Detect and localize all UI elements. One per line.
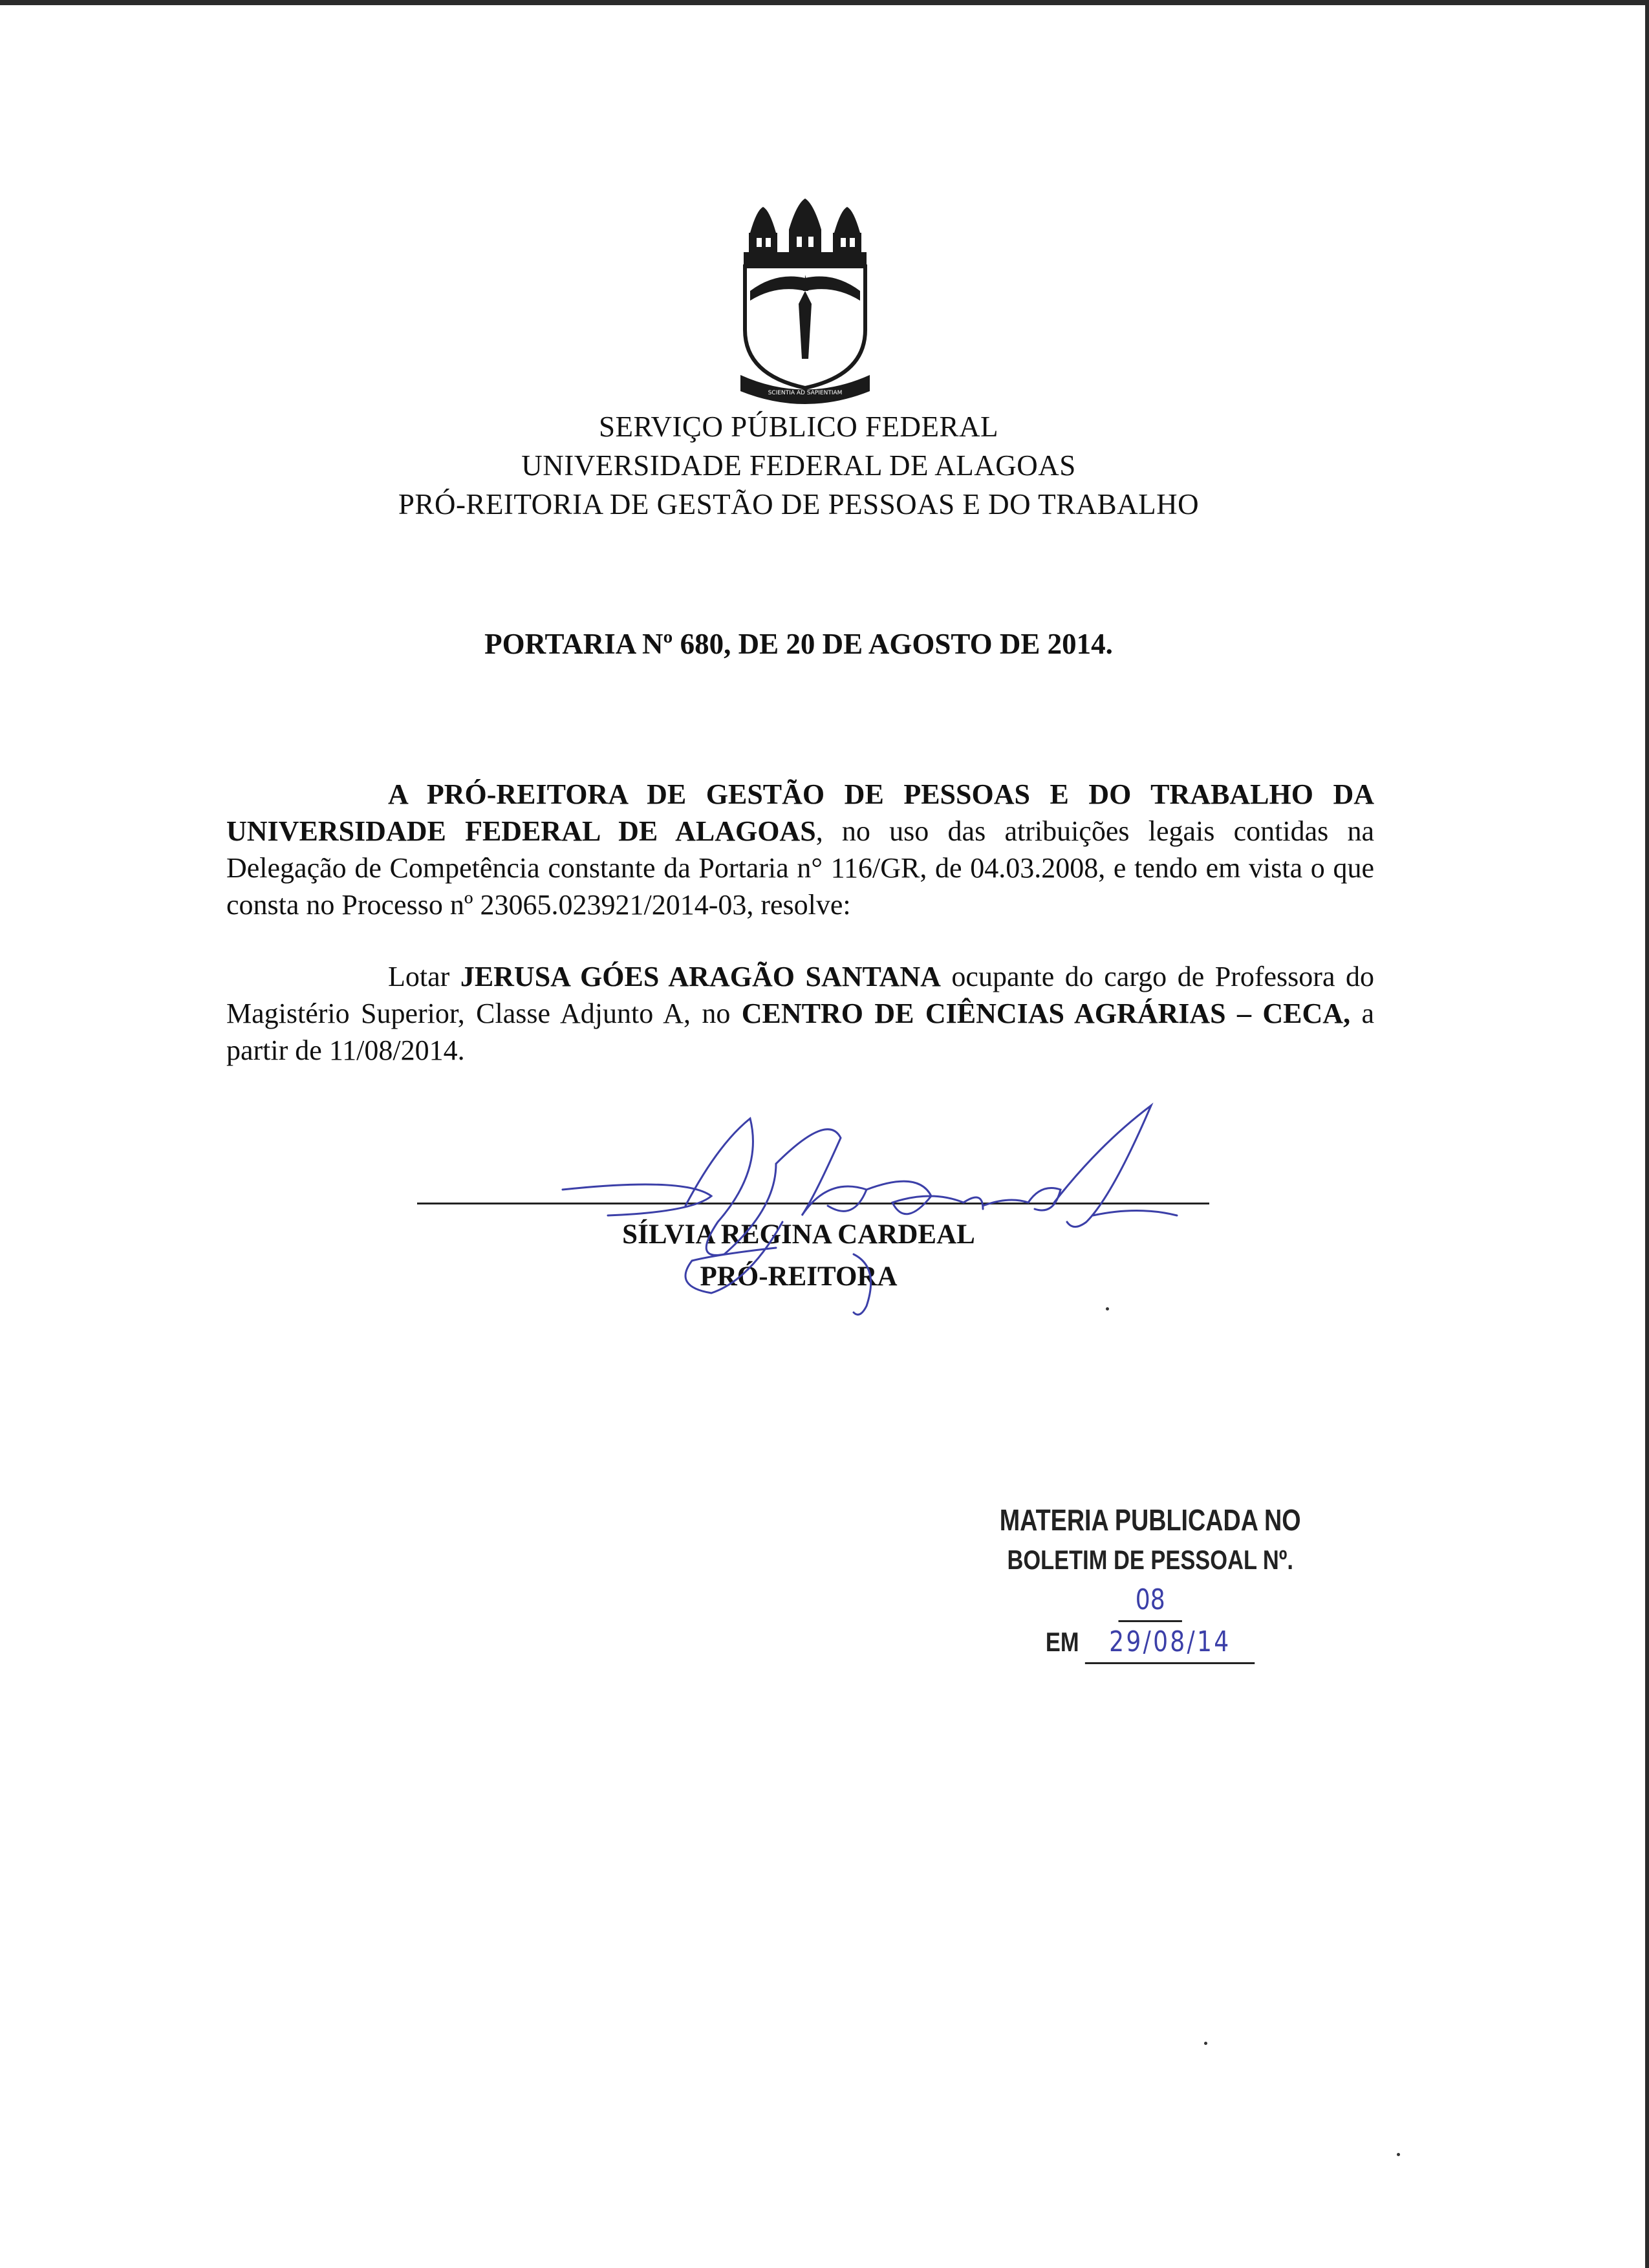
- scan-border-right: [1645, 0, 1649, 2268]
- publication-stamp: [999, 1500, 1301, 1664]
- scan-speck: [1106, 1307, 1109, 1311]
- stamp-bulletin-number: 08: [1119, 1580, 1182, 1622]
- stamp-line-3: [999, 1622, 1301, 1664]
- scan-border-top: [0, 0, 1649, 5]
- stamp-bulletin-label: BOLETIM DE PESSOAL Nº.: [1007, 1545, 1293, 1575]
- signer-role: PRÓ-REITORA: [700, 1261, 898, 1292]
- stamp-line-1: MATERIA PUBLICADA NO: [999, 1503, 1301, 1537]
- preamble-text: , no uso das atribuições legais contidas na Delegação de Competência constante da Portaria n° 116/GR, de 04.03.2008, e tendo em vista o que consta no Processo nº 23065.023921/2014-03, resolve:: [226, 815, 1374, 921]
- scan-speck: [1397, 2153, 1400, 2156]
- header-line-1: SERVIÇO PÚBLICO FEDERAL: [599, 411, 998, 443]
- resolution-paragraph: [226, 958, 1374, 1069]
- crest-motto-text: SCIENTIA AD SAPIENTIAM: [768, 390, 843, 396]
- university-crest-logo: [737, 194, 873, 407]
- header-line-2: UNIVERSIDADE FEDERAL DE ALAGOAS: [521, 449, 1076, 482]
- document-title: PORTARIA Nº 680, DE 20 DE AGOSTO DE 2014.: [484, 628, 1113, 660]
- resolution-text-1: Lotar: [388, 961, 460, 992]
- department-name: CENTRO DE CIÊNCIAS AGRÁRIAS – CECA,: [741, 998, 1351, 1029]
- preamble-paragraph: [226, 776, 1374, 923]
- scan-speck: [1204, 2042, 1207, 2045]
- header-line-3: PRÓ-REITORIA DE GESTÃO DE PESSOAS E DO TRABALHO: [398, 488, 1200, 520]
- signature-line: [417, 1203, 1209, 1204]
- resolution-text-3: a partir de 11/08/2014.: [226, 998, 1375, 1066]
- employee-name: JERUSA GÓES ARAGÃO SANTANA: [460, 961, 941, 992]
- institution-header: [0, 407, 1597, 524]
- stamp-line-2: [999, 1540, 1301, 1622]
- signer-name: SÍLVIA REGINA CARDEAL: [622, 1219, 975, 1250]
- stamp-date-value: 29/08/14: [1085, 1622, 1255, 1664]
- stamp-date-label: EM: [1045, 1627, 1079, 1657]
- preamble-authority: A PRÓ-REITORA DE GESTÃO DE PESSOAS E DO TRABALHO DA UNIVERSIDADE FEDERAL DE ALAGOAS: [226, 778, 1374, 847]
- resolution-text-2: ocupante do cargo de Professora do Magistério Superior, Classe Adjunto A, no: [226, 961, 1374, 1029]
